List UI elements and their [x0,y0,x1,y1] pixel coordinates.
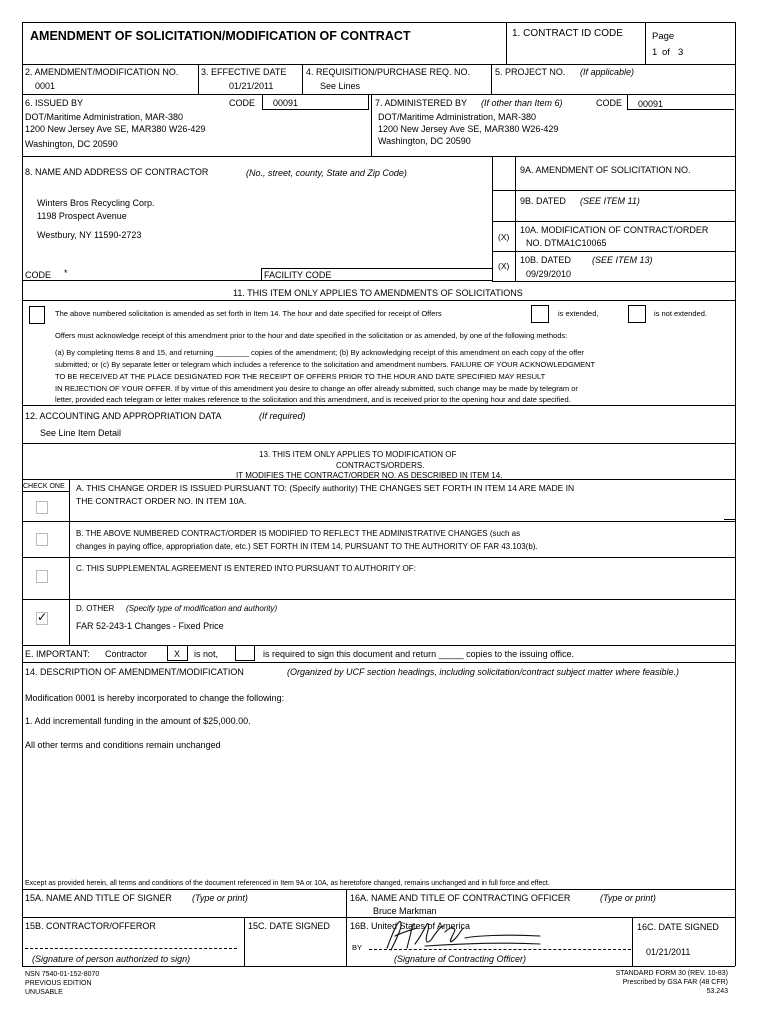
divider [491,64,492,94]
issued-by-label: 6. ISSUED BY [25,98,84,108]
acknowledge-text: IN REJECTION OF YOUR OFFER. If by virtue of this amendment you desire to change an offer already submitted, such change may be made by telegram or [55,384,578,393]
solicitation-amended-text: The above numbered solicitation is amended as set forth in Item 14. The hour and date specified for receipt of Offers [55,309,442,318]
acknowledge-text: Offers must acknowledge receipt of this amendment prior to the hour and date specified in the solicitation or as amended, by one of the following methods: [55,331,568,340]
acknowledge-text: letter, provided each telegram or letter makes reference to the solicitation and this amendment, and is received prior to the opening hour and date specified. [55,395,571,404]
description-line: 1. Add incrementall funding in the amount of $25,000.00. [25,716,251,726]
contractor-word: Contractor [105,649,148,659]
divider [261,268,262,280]
contractor-address-line: 1198 Prospect Avenue [37,211,127,221]
divider [632,917,633,966]
officer-signature-note: (Signature of Contracting Officer) [394,954,527,964]
option-a-text: THE CONTRACT ORDER NO. IN ITEM 10A. [76,496,247,506]
gsa-label: Prescribed by GSA FAR (48 CFR) [622,979,728,986]
issued-address-line: Washington, DC 20590 [25,139,118,149]
extended-label: is extended, [558,309,599,318]
checkmark-icon: ✓ [37,610,48,624]
form-title: AMENDMENT OF SOLICITATION/MODIFICATION OF CONTRACT [30,29,411,43]
unusable-label: UNUSABLE [25,989,63,996]
page-label: Page [652,31,675,42]
contractor-code-label: CODE [25,270,52,280]
acknowledge-text: TO BE RECEIVED AT THE PLACE DESIGNATED FOR THE RECEIPT OF OFFERS PRIOR TO THE HOUR AND DATE SPECIFIED MAY RESULT [55,372,546,381]
divider [22,300,735,301]
modification-label: 10A. MODIFICATION OF CONTRACT/ORDER [520,225,709,235]
option-a-text: A. THIS CHANGE ORDER IS ISSUED PURSUANT TO: (Specify authority) THE CHANGES SET FORTH IN ITEM 14 ARE MADE IN [76,483,575,493]
option-d-note: (Specify type of modification and authority) [126,604,278,613]
requisition-value: See Lines [320,81,361,91]
divider [198,64,199,94]
dated-10b-value: 09/29/2010 [526,269,572,279]
amendment-no-value: 0001 [35,81,56,91]
contractor-signature-line[interactable] [25,948,237,949]
officer-signature-image [365,918,575,958]
acknowledge-text: (a) By completing Items 8 and 15, and returning ________ copies of the amendment; (b) By acknowledging receipt of this amendment on each copy of the offer [55,348,584,357]
mark-10b: (X) [498,261,510,271]
administered-address-line: DOT/Maritime Administration, MAR-380 [378,112,537,122]
amendment-no-label: 2. AMENDMENT/MODIFICATION NO. [25,67,179,77]
is-not-label: is not, [194,649,219,659]
divider [492,251,735,252]
requisition-label: 4. REQUISITION/PURCHASE REQ. NO. [306,67,471,77]
nsn-number: NSN 7540-01-152-8070 [25,971,100,978]
standard-form-label: STANDARD FORM 30 (REV. 10-83) [615,970,728,977]
dated-9b-label: 9B. DATED [520,196,566,206]
divider [492,221,735,222]
not-extended-label: is not extended. [654,309,707,318]
page-of: of [662,47,670,58]
divider [22,280,492,281]
solicitation-checkbox[interactable] [29,306,45,324]
amendment-solicitation-label: 9A. AMENDMENT OF SOLICITATION NO. [520,165,691,175]
mark-10a: (X) [498,232,510,242]
date-signed-16c-value: 01/21/2011 [646,947,691,957]
dated-9b-note: (SEE ITEM 11) [580,196,640,206]
divider [22,889,735,890]
dated-10b-note: (SEE ITEM 13) [592,255,653,265]
officer-name-label: 16A. NAME AND TITLE OF CONTRACTING OFFICER [350,893,571,903]
description-note: (Organized by UCF section headings, including solicitation/contract subject matter where feasible.) [287,667,680,677]
description-line: Modification 0001 is hereby incorporated to change the following: [25,693,285,703]
administered-address-line: Washington, DC 20590 [378,136,471,146]
important-label: E. IMPORTANT: [25,649,90,659]
accounting-note: (If required) [259,411,306,421]
description-line: All other terms and conditions remain unchanged [25,740,221,750]
accounting-value: See Line Item Detail [40,428,122,438]
divider [22,156,735,157]
officer-name-value: Bruce Markman [373,906,437,916]
check-one-label: CHECK ONE [23,483,65,490]
effective-date-value: 01/21/2011 [229,81,274,91]
is-required-checkbox[interactable] [235,646,255,661]
terms-notice: Except as provided herein, all terms and conditions of the document referenced in Item 9A or 10A, as heretofore changed, remains unchanged and in full force and effect. [25,880,550,887]
issued-code-label: CODE [229,98,256,108]
divider [22,443,735,444]
administered-by-label: 7. ADMINISTERED BY [375,98,468,108]
issued-address-line: 1200 New Jersey Ave SE, MAR380 W26-429 [25,124,206,134]
divider [69,479,70,645]
facility-code-label: FACILITY CODE [264,270,332,280]
acknowledge-text: submitted; or (c) By separate letter or telegram which includes a reference to the solicitation and amendment numbers. FAILURE OF YOUR ACKNOWLEDGMENT [55,360,596,369]
divider [22,662,735,663]
divider [302,64,303,94]
contractor-address-line: Winters Bros Recycling Corp. [37,198,155,208]
accounting-label: 12. ACCOUNTING AND APPROPRIATION DATA [25,411,222,421]
contractor-signature-note: (Signature of person authorized to sign) [32,954,191,964]
option-b-text: B. THE ABOVE NUMBERED CONTRACT/ORDER IS MODIFIED TO REFLECT THE ADMINISTRATIVE CHANGES (such as [76,529,521,538]
option-d-value: FAR 52-243-1 Changes - Fixed Price [76,621,224,631]
option-c-text: C. THIS SUPPLEMENTAL AGREEMENT IS ENTERED INTO PURSUANT TO AUTHORITY OF: [76,564,416,573]
issued-code-value: 00091 [273,98,299,108]
divider [515,156,516,281]
divider [261,268,492,269]
administered-by-note: (If other than Item 6) [481,98,563,108]
date-signed-15c-label: 15C. DATE SIGNED [248,921,330,931]
item13-title: IT MODIFIES THE CONTRACT/ORDER NO. AS DESCRIBED IN ITEM 14. [236,471,503,480]
previous-edition: PREVIOUS EDITION [25,980,92,987]
divider [22,405,735,406]
usa-label: 16B. United States of America [350,921,471,931]
form-number: 53.243 [706,988,728,995]
divider [22,479,735,480]
effective-date-label: 3. EFFECTIVE DATE [201,67,287,77]
not-extended-checkbox[interactable] [628,305,646,323]
divider [22,599,735,600]
page-total: 3 [678,47,684,58]
project-label: 5. PROJECT NO. [495,67,566,77]
divider [506,22,507,65]
contractor-code-value: * [64,268,68,278]
contractor-label: 8. NAME AND ADDRESS OF CONTRACTOR [25,167,209,177]
option-b-text: changes in paying office, appropriation date, etc.) SET FORTH IN ITEM 14, PURSUANT TO THE AUTHORITY OF FAR 43.103(b). [76,542,538,551]
description-label: 14. DESCRIPTION OF AMENDMENT/MODIFICATION [25,667,244,677]
divider [371,94,372,156]
administered-code-value: 00091 [638,99,664,109]
is-not-mark: X [174,649,181,659]
divider [244,917,245,966]
contractor-offeror-label: 15B. CONTRACTOR/OFFEROR [25,921,156,931]
divider [22,521,735,522]
signer-name-label: 15A. NAME AND TITLE OF SIGNER [25,893,172,903]
option-b-checkbox[interactable] [36,533,48,546]
extended-checkbox[interactable] [531,305,549,323]
officer-name-note: (Type or print) [600,893,656,903]
divider [492,190,735,191]
divider [346,889,347,966]
divider [22,645,735,646]
divider [22,64,735,65]
administered-code-label: CODE [596,98,623,108]
by-label: BY [352,943,363,952]
form-right-border [735,22,736,966]
item11-title: 11. THIS ITEM ONLY APPLIES TO AMENDMENTS OF SOLICITATIONS [233,288,523,298]
option-c-checkbox[interactable] [36,570,48,583]
divider [724,519,735,520]
divider [492,156,493,281]
item13-title: 13. THIS ITEM ONLY APPLIES TO MODIFICATION OF [259,450,457,459]
form-top-border [22,22,735,23]
is-required-text: is required to sign this document and return _____ copies to the issuing office. [263,649,575,659]
contractor-address-line: Westbury, NY 11590-2723 [37,230,142,240]
signer-name-note: (Type or print) [192,893,248,903]
dated-10b-label: 10B. DATED [520,255,571,265]
project-note: (If applicable) [580,67,635,77]
date-signed-16c-label: 16C. DATE SIGNED [637,922,719,932]
modification-value: NO. DTMA1C10065 [526,238,607,248]
form-left-border [22,22,23,966]
page-box [645,23,734,65]
contractor-note: (No., street, county, State and Zip Code) [246,168,407,178]
divider [492,281,735,282]
divider [22,491,69,492]
item13-title: CONTRACTS/ORDERS. [336,461,425,470]
divider [22,557,735,558]
divider [22,966,735,967]
issued-address-line: DOT/Maritime Administration, MAR-380 [25,112,184,122]
contract-id-label: 1. CONTRACT ID CODE [512,28,623,39]
page-number: 1 [652,47,658,58]
option-d-label: D. OTHER [76,604,115,613]
option-a-checkbox[interactable] [36,501,48,514]
administered-address-line: 1200 New Jersey Ave SE, MAR380 W26-429 [378,124,559,134]
